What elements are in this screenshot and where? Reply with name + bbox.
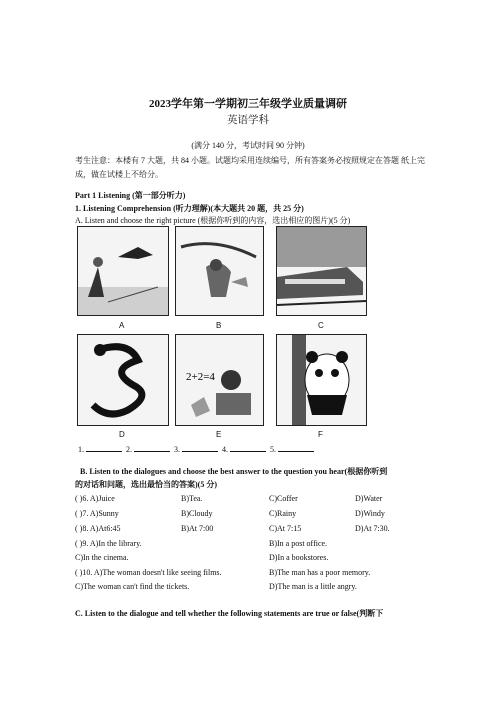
picture-label-a: A xyxy=(119,321,125,330)
picture-label-b: B xyxy=(216,321,222,330)
q8-choice-b[interactable]: B)At 7:00 xyxy=(181,524,214,533)
blank-label-4: 4. xyxy=(222,445,228,454)
q9-choice-c[interactable]: C)In the cinema. xyxy=(75,553,129,562)
q9-choice-a[interactable]: ( )9. A)In the library. xyxy=(75,539,142,548)
blank-label-3: 3. xyxy=(174,445,180,454)
q6-choice-d[interactable]: D)Water xyxy=(355,494,383,503)
picture-d xyxy=(77,334,169,426)
q10-choice-b[interactable]: B)The man has a poor memory. xyxy=(269,568,371,577)
q10-choice-d[interactable]: D)The man is a little angry. xyxy=(269,582,357,591)
answer-blank-4[interactable] xyxy=(230,445,266,452)
picture-b xyxy=(175,226,264,316)
answer-blank-2[interactable] xyxy=(134,445,170,452)
score-time: (满分 140 分，考试时间 90 分钟) xyxy=(191,141,305,150)
q6-choice-a[interactable]: ( )6. A)Juice xyxy=(75,494,115,503)
q7-choice-b[interactable]: B)Cloudy xyxy=(181,509,213,518)
sectionB-heading-1: B. Listen to the dialogues and choose the best answer to the question you hear(根据你听到 xyxy=(80,467,388,476)
part1-heading: Part 1 Listening (第一部分听力) xyxy=(75,191,186,200)
picture-label-f: F xyxy=(318,430,323,439)
answer-blanks xyxy=(78,445,316,454)
picture-c xyxy=(276,226,367,316)
subject-title: 英语学科 xyxy=(227,115,269,126)
sectionA-heading: A. Listen and choose the right picture (根据你听到的内容，选出相应的图片)(5 分) xyxy=(75,216,351,225)
q8-choice-d[interactable]: D)At 7:30. xyxy=(355,524,390,533)
q10-choice-a[interactable]: ( )10. A)The woman doesn't like seeing films. xyxy=(75,568,222,577)
section1-heading: 1. Listening Comprehension (听力理解)(本大题共 20 题，共 25 分) xyxy=(75,204,304,213)
answer-blank-3[interactable] xyxy=(182,445,218,452)
q7-choice-d[interactable]: D)Windy xyxy=(355,509,385,518)
picture-label-d: D xyxy=(119,430,125,439)
picture-label-e: E xyxy=(216,430,222,439)
q8-choice-c[interactable]: C)At 7:15 xyxy=(269,524,302,533)
q7-choice-a[interactable]: ( )7. A)Sunny xyxy=(75,509,119,518)
exam-notice: 考生注意：本楼有 7 大题，共 84 小题。试题均采用连续编号，所有答案务必按照规定在答题 纸上完成，做在试楼上不给分。 xyxy=(75,156,425,179)
svg-text:2+2=4: 2+2=4 xyxy=(186,371,215,383)
q9-choice-d[interactable]: D)In a bookstores. xyxy=(269,553,329,562)
picture-a xyxy=(77,226,169,316)
q6-choice-b[interactable]: B)Tea. xyxy=(181,494,203,503)
picture-e xyxy=(175,334,264,426)
q8-choice-a[interactable]: ( )8. A)At6:45 xyxy=(75,524,121,533)
blank-label-2: 2. xyxy=(126,445,132,454)
q6-choice-c[interactable]: C)Coffer xyxy=(269,494,298,503)
exam-title: 2023学年第一学期初三年级学业质量调研 xyxy=(149,98,347,110)
q9-choice-b[interactable]: B)In a post office. xyxy=(269,539,328,548)
answer-blank-1[interactable] xyxy=(86,445,122,452)
blank-label-5: 5. xyxy=(270,445,276,454)
q10-choice-c[interactable]: C)The woman can't find the tickets. xyxy=(75,582,190,591)
picture-label-c: C xyxy=(318,321,324,330)
sectionC-heading: C. Listen to the dialogue and tell whether the following statements are true or false(判断下 xyxy=(75,609,384,618)
sectionB-heading-2: 的对话和问题，选出最恰当的答案)(5 分) xyxy=(75,480,217,489)
picture-f xyxy=(276,334,367,426)
q7-choice-c[interactable]: C)Rainy xyxy=(269,509,297,518)
answer-blank-5[interactable] xyxy=(278,445,314,452)
blank-label-1: 1. xyxy=(78,445,84,454)
